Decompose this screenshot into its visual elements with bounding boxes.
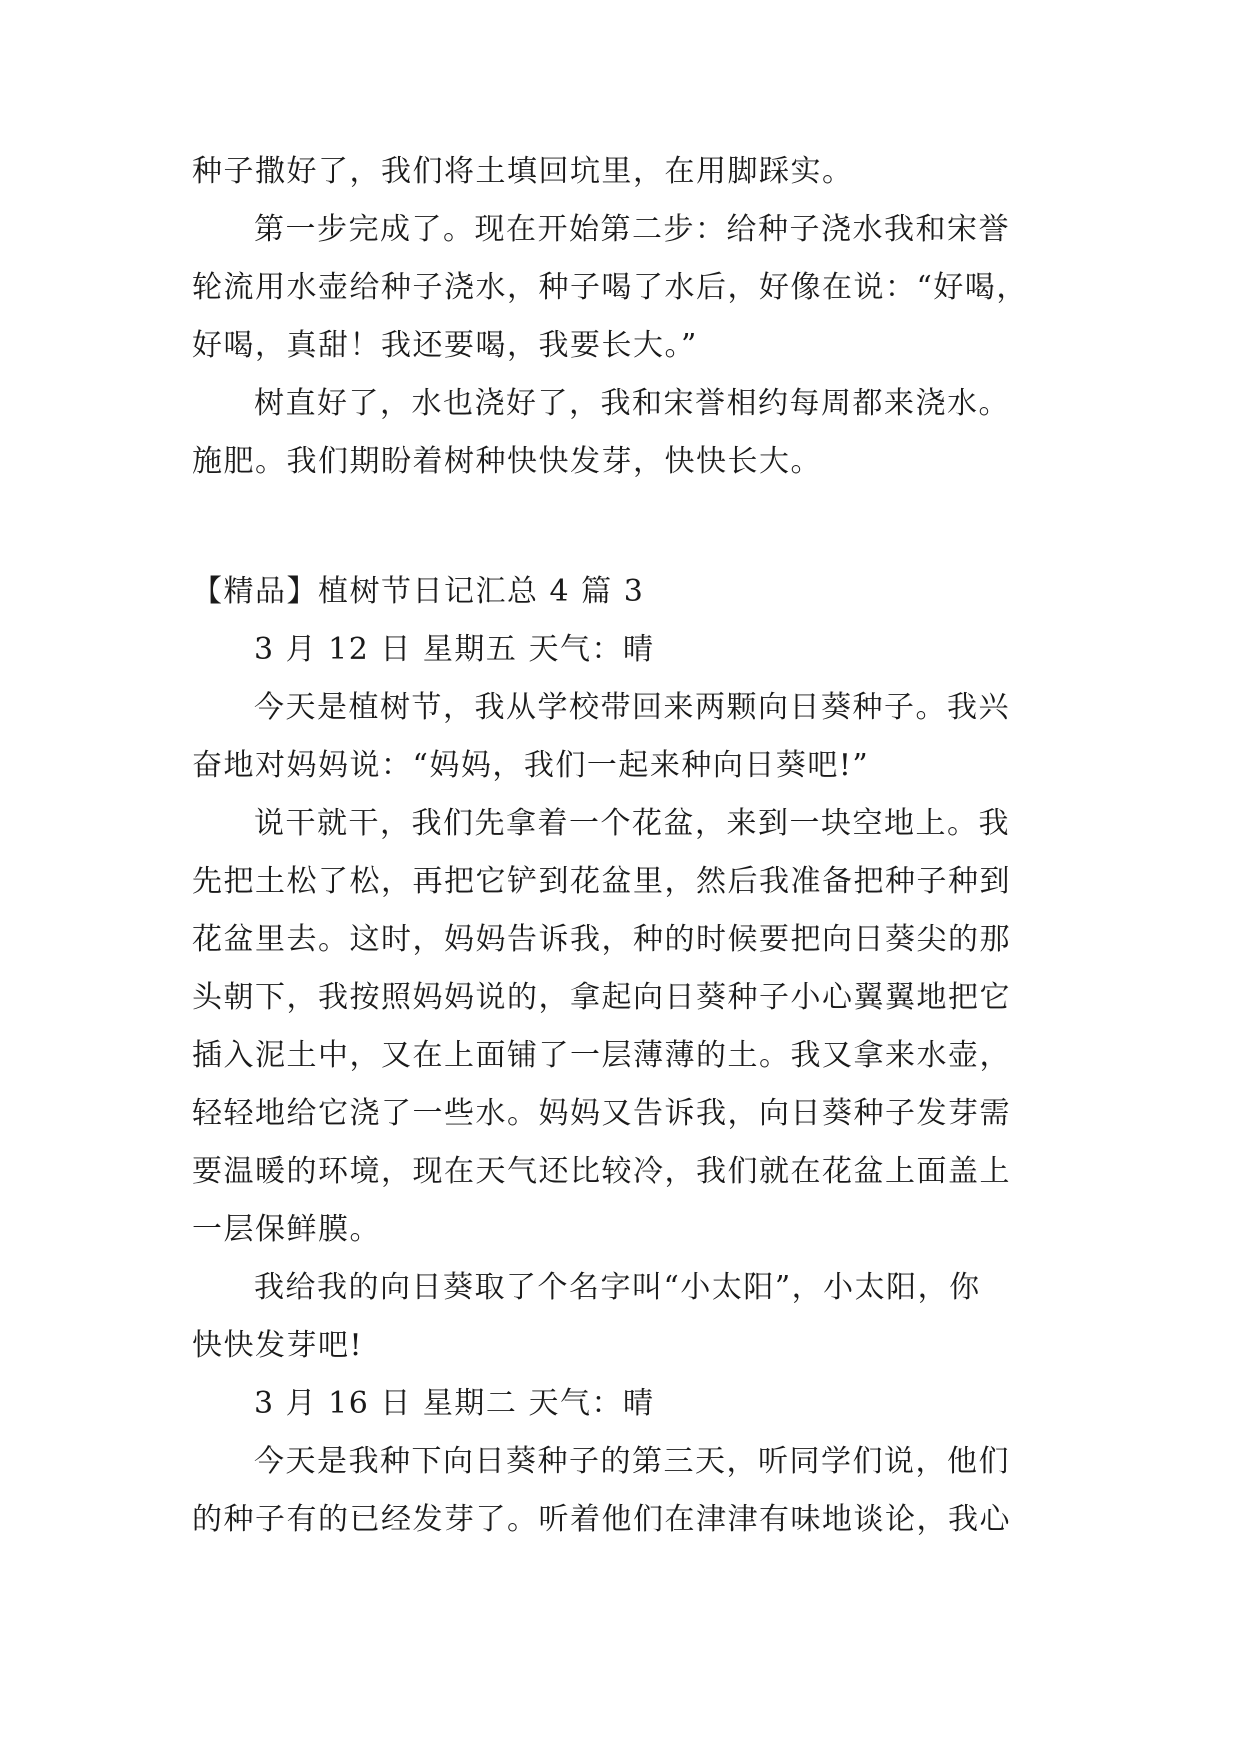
- text-line: 第一步完成了。现在开始第二步：给种子浇水我和宋誉: [254, 212, 1010, 247]
- text-line: 的种子有的已经发芽了。听着他们在津津有味地谈论，我心: [192, 1502, 1011, 1537]
- text-line: 要温暖的环境，现在天气还比较冷，我们就在花盆上面盖上: [192, 1154, 1011, 1189]
- text-line: 头朝下，我按照妈妈说的，拿起向日葵种子小心翼翼地把它: [192, 980, 1011, 1015]
- text-line: 说干就干，我们先拿着一个花盆，来到一块空地上。我: [254, 806, 1010, 841]
- text-line: 一层保鲜膜。: [192, 1212, 381, 1247]
- text-line: 树直好了，水也浇好了，我和宋誉相约每周都来浇水。: [254, 386, 1010, 421]
- text-line: 我给我的向日葵取了个名字叫“小太阳”，小太阳，你: [254, 1270, 981, 1305]
- text-line: 好喝，真甜！我还要喝，我要长大。”: [192, 328, 698, 363]
- text-line: 轻轻地给它浇了一些水。妈妈又告诉我，向日葵种子发芽需: [192, 1096, 1011, 1131]
- text-line: 先把土松了松，再把它铲到花盆里，然后我准备把种子种到: [192, 864, 1011, 899]
- text-line: 快快发芽吧!: [192, 1328, 364, 1363]
- text-line: 插入泥土中，又在上面铺了一层薄薄的土。我又拿来水壶，: [192, 1038, 1011, 1073]
- text-line: 轮流用水壶给种子浇水，种子喝了水后，好像在说：“好喝，: [192, 270, 1028, 305]
- text-line: 种子撒好了，我们将土填回坑里，在用脚踩实。: [192, 154, 854, 189]
- text-line: 花盆里去。这时，妈妈告诉我，种的时候要把向日葵尖的那: [192, 922, 1011, 957]
- text-line: 今天是我种下向日葵种子的第三天，听同学们说，他们: [254, 1444, 1010, 1479]
- diary-date-line: 3 月 12 日 星期五 天气：晴: [254, 632, 655, 667]
- text-line: 施肥。我们期盼着树种快快发芽，快快长大。: [192, 444, 822, 479]
- text-line: 今天是植树节，我从学校带回来两颗向日葵种子。我兴: [254, 690, 1010, 725]
- text-line: 奋地对妈妈说：“妈妈，我们一起来种向日葵吧!”: [192, 748, 870, 783]
- diary-date-line: 3 月 16 日 星期二 天气：晴: [254, 1386, 655, 1421]
- section-heading: 【精品】植树节日记汇总 4 篇 3: [192, 574, 645, 609]
